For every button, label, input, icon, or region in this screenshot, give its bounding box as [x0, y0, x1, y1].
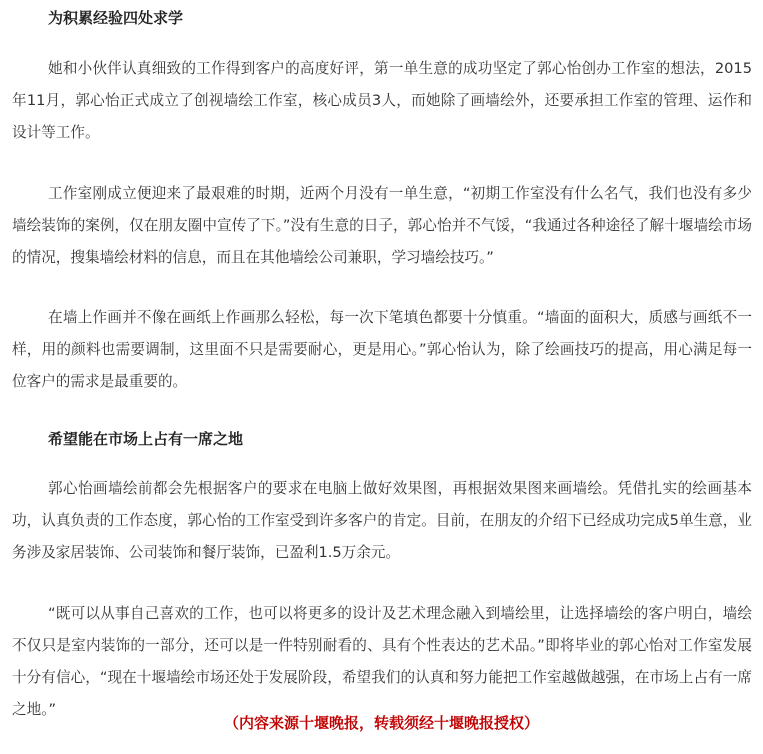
paragraph-5: “既可以从事自己喜欢的工作，也可以将更多的设计及艺术理念融入到墙绘里，让选择墙绘的客户明白，墙绘不仅只是室内装饰的一部分，还可以是一件特别耐看的、具有个性表达的艺术品。”即将毕业的郭心怡对工作室发展十分有信心，“现在十堰墙绘市场还处于发展阶段，希望我们的认真和努力能把工作室越做越强，在市场上占有一席之地。”	[12, 605, 752, 718]
article-body	[12, 0, 752, 726]
paragraph-3: 在墙上作画并不像在画纸上作画那么轻松，每一次下笔填色都要十分慎重。“墙面的面积大，质感与画纸不一样，用的颜料也需要调制，这里面不只是需要耐心，更是用心。”郭心怡认为，除了绘画技巧的提高，用心满足每一位客户的需求是最重要的。	[12, 309, 752, 390]
section-heading-1: 为积累经验四处求学	[48, 9, 184, 27]
paragraph-2: 工作室刚成立便迎来了最艰难的时期，近两个月没有一单生意，“初期工作室没有什么名气，我们也没有多少墙绘装饰的案例，仅在朋友圈中宣传了下。”没有生意的日子，郭心怡并不气馁，“我通过各种途径了解十堰墙绘市场的情况，搜集墙绘材料的信息，而且在其他墙绘公司兼职，学习墙绘技巧。”	[12, 185, 752, 266]
paragraph-1: 她和小伙伴认真细致的工作得到客户的高度好评，第一单生意的成功坚定了郭心怡创办工作室的想法，2015年11月，郭心怡正式成立了创视墙绘工作室，核心成员3人，而她除了画墙绘外，还要承担工作室的管理、运作和设计等工作。	[12, 60, 752, 141]
source-attribution-note: （内容来源十堰晚报，转载须经十堰晚报授权）	[223, 714, 539, 732]
section-heading-2: 希望能在市场上占有一席之地	[48, 430, 244, 448]
paragraph-4: 郭心怡画墙绘前都会先根据客户的要求在电脑上做好效果图，再根据效果图来画墙绘。凭借扎实的绘画基本功，认真负责的工作态度，郭心怡的工作室受到许多客户的肯定。目前，在朋友的介绍下已经成功完成5单生意，业务涉及家居装饰、公司装饰和餐厅装饰，已盈利1.5万余元。	[12, 480, 752, 561]
